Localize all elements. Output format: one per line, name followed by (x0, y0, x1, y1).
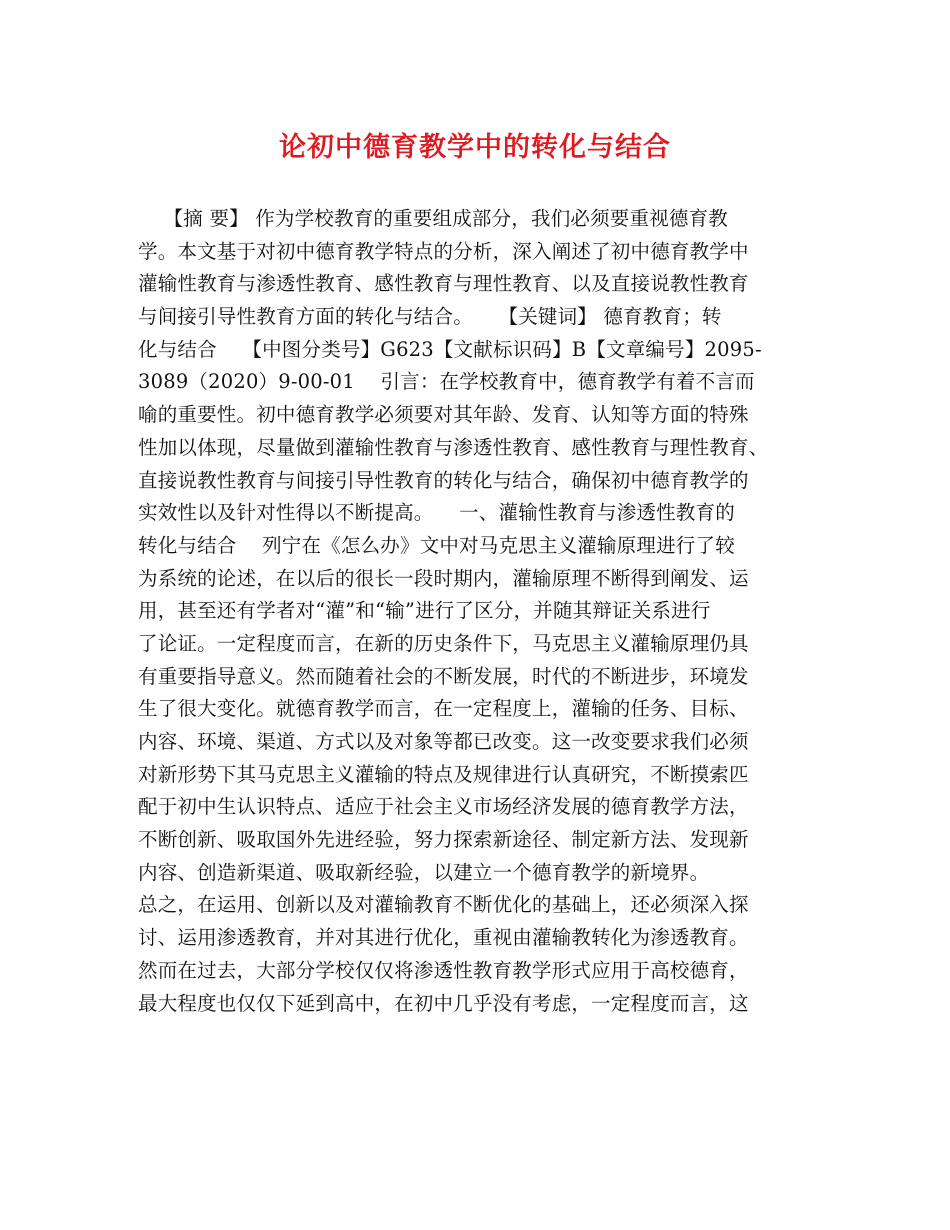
body-line: 化与结合 【中图分类号】G623【文献标识码】B【文章编号】2095- (138, 337, 762, 361)
body-line: 然而在过去，大部分学校仅仅将渗透性教育教学形式应用于高校德育， (138, 958, 749, 982)
body-line: 与间接引导性教育方面的转化与结合。 【关键词】 德育教育；转 (138, 305, 722, 329)
body-line: 内容、环境、渠道、方式以及对象等都已改变。这一改变要求我们必须 (138, 730, 749, 753)
body-line: 生了很大变化。就德育教学而言，在一定程度上，灌输的任务、目标、 (138, 697, 749, 721)
body-line: 最大程度也仅仅下延到高中，在初中几乎没有考虑，一定程度而言，这 (138, 991, 749, 1015)
body-line: 内容、创造新渠道、吸取新经验，以建立一个德育教学的新境界。 (138, 860, 710, 884)
document-title: 论初中德育教学中的转化与结合 (279, 132, 671, 163)
body-line: 学。本文基于对初中德育教学特点的分析，深入阐述了初中德育教学中 (138, 239, 749, 263)
body-line: 实效性以及针对性得以不断提高。 一、灌输性教育与渗透性教育的 (138, 501, 735, 525)
body-line: 直接说教性教育与间接引导性教育的转化与结合，确保初中德育教学的 (138, 468, 749, 492)
body-line: 灌输性教育与渗透性教育、感性教育与理性教育、以及直接说教性教育 (138, 272, 749, 296)
body-line: 用，甚至还有学者对“灌”和“输”进行了区分，并随其辩证关系进行 (138, 599, 711, 623)
body-line: 讨、运用渗透教育，并对其进行优化，重视由灌输教转化为渗透教育。 (138, 926, 749, 950)
body-line: 总之，在运用、创新以及对灌输教育不断优化的基础上，还必须深入探 (138, 893, 749, 917)
body-line: 有重要指导意义。然而随着社会的不断发展，时代的不断进步，环境发 (138, 664, 749, 688)
body-line: 喻的重要性。初中德育教学必须要对其年龄、发育、认知等方面的特殊 (138, 403, 749, 427)
body-line: 转化与结合 列宁在《怎么办》文中对马克思主义灌输原理进行了较 (138, 533, 735, 557)
body-line: 性加以体现，尽量做到灌输性教育与渗透性教育、感性教育与理性教育、 (138, 435, 769, 459)
body-line: 了论证。一定程度而言，在新的历史条件下，马克思主义灌输原理仍具 (138, 631, 749, 655)
body-line: 为系统的论述，在以后的很长一段时期内，灌输原理不断得到阐发、运 (138, 566, 749, 590)
body-line: 3089（2020）9-00-01 引言：在学校教育中，德育教学有着不言而 (138, 370, 755, 394)
body-line: 不断创新、吸取国外先进经验，努力探索新途径、制定新方法、发现新 (138, 828, 749, 852)
document-body (138, 203, 828, 1020)
body-line: 配于初中生认识特点、适应于社会主义市场经济发展的德育教学方法， (138, 795, 749, 819)
body-line: 【摘 要】 作为学校教育的重要组成部分，我们必须要重视德育教 (138, 207, 728, 230)
body-line: 对新形势下其马克思主义灌输的特点及规律进行认真研究，不断摸索匹 (138, 762, 749, 786)
